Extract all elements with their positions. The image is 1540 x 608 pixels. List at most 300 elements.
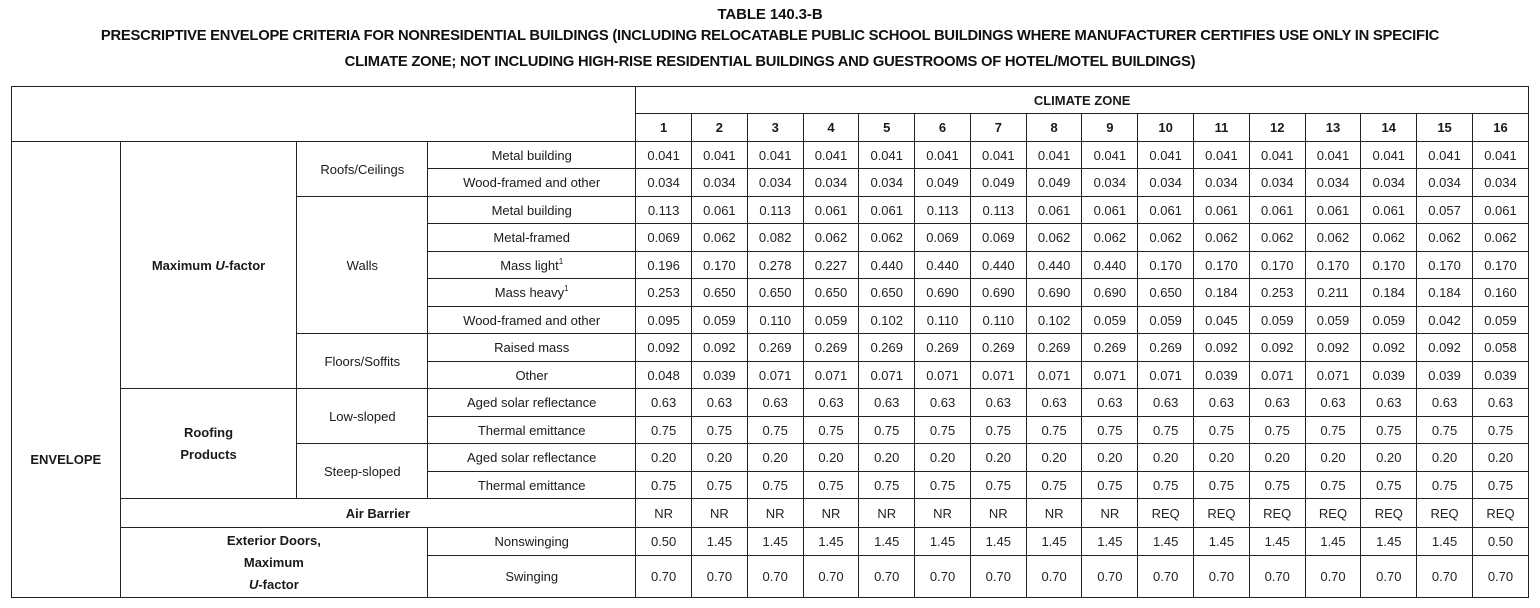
value-cell-zone-3: 0.034 (747, 169, 803, 197)
value-cell-zone-4: 0.041 (803, 142, 859, 169)
envelope-label (12, 142, 121, 598)
value-cell-zone-15: 0.170 (1417, 252, 1473, 279)
value-cell-zone-9: 0.75 (1082, 417, 1138, 444)
value-cell-zone-11: 0.061 (1194, 197, 1250, 224)
value-cell-zone-1: 0.70 (636, 556, 692, 598)
value-cell-zone-11: REQ (1194, 499, 1250, 528)
value-cell-zone-2: NR (692, 499, 748, 528)
value-cell-zone-4: 0.034 (803, 169, 859, 197)
value-cell-zone-5: 0.041 (859, 142, 915, 169)
value-cell-zone-9: 0.690 (1082, 279, 1138, 307)
value-cell-zone-6: 0.069 (915, 224, 971, 252)
climate-zone-8: 8 (1026, 114, 1082, 142)
value-cell-zone-8: 0.75 (1026, 417, 1082, 444)
value-cell-zone-6: 0.041 (915, 142, 971, 169)
value-cell-zone-9: 0.071 (1082, 362, 1138, 389)
value-cell-zone-16: 0.70 (1472, 556, 1528, 598)
value-cell-zone-7: 0.269 (970, 334, 1026, 362)
value-cell-zone-12: 0.75 (1249, 417, 1305, 444)
value-cell-zone-15: 0.75 (1417, 472, 1473, 499)
value-cell-zone-3: 0.63 (747, 389, 803, 417)
climate-zone-header: CLIMATE ZONE (636, 87, 1529, 114)
value-cell-zone-10: 0.75 (1138, 417, 1194, 444)
value-cell-zone-7: 0.113 (970, 197, 1026, 224)
value-cell-zone-12: 0.092 (1249, 334, 1305, 362)
value-cell-zone-6: 0.269 (915, 334, 971, 362)
value-cell-zone-5: 0.440 (859, 252, 915, 279)
value-cell-zone-11: 0.041 (1194, 142, 1250, 169)
value-cell-zone-2: 0.092 (692, 334, 748, 362)
envelope-text: ENVELOPE (30, 452, 102, 467)
value-cell-zone-14: 0.062 (1361, 224, 1417, 252)
value-cell-zone-10: REQ (1138, 499, 1194, 528)
value-cell-zone-6: 0.70 (915, 556, 971, 598)
value-cell-zone-8: 0.690 (1026, 279, 1082, 307)
value-cell-zone-7: 0.440 (970, 252, 1026, 279)
table-row (12, 142, 1529, 169)
doors-line2: Maximum (243, 554, 304, 570)
value-cell-zone-9: 0.034 (1082, 169, 1138, 197)
value-cell-zone-15: 0.184 (1417, 279, 1473, 307)
doors-line1: Exterior Doors, (226, 532, 321, 548)
value-cell-zone-10: 0.70 (1138, 556, 1194, 598)
value-cell-zone-4: 0.061 (803, 197, 859, 224)
value-cell-zone-5: 0.061 (859, 197, 915, 224)
value-cell-zone-11: 0.092 (1194, 334, 1250, 362)
value-cell-zone-11: 0.20 (1194, 444, 1250, 472)
climate-zone-16: 16 (1472, 114, 1528, 142)
row-label: Thermal emittance (428, 417, 636, 444)
value-cell-zone-14: 0.184 (1361, 279, 1417, 307)
low-sloped-label: Low-sloped (297, 389, 428, 444)
value-cell-zone-16: 0.039 (1472, 362, 1528, 389)
value-cell-zone-13: 0.211 (1305, 279, 1361, 307)
value-cell-zone-10: 1.45 (1138, 528, 1194, 556)
steep-sloped-label: Steep-sloped (297, 444, 428, 499)
value-cell-zone-4: 0.071 (803, 362, 859, 389)
value-cell-zone-14: 0.20 (1361, 444, 1417, 472)
value-cell-zone-5: 0.70 (859, 556, 915, 598)
max-u-prefix: Maximum (151, 257, 216, 273)
row-label: Aged solar reflectance (428, 389, 636, 417)
value-cell-zone-3: 1.45 (747, 528, 803, 556)
value-cell-zone-4: 0.75 (803, 472, 859, 499)
value-cell-zone-7: 0.041 (970, 142, 1026, 169)
roofs-ceilings-label: Roofs/Ceilings (297, 142, 428, 197)
value-cell-zone-14: 0.092 (1361, 334, 1417, 362)
value-cell-zone-9: 0.061 (1082, 197, 1138, 224)
value-cell-zone-6: 0.113 (915, 197, 971, 224)
climate-zone-6: 6 (915, 114, 971, 142)
value-cell-zone-7: 0.069 (970, 224, 1026, 252)
value-cell-zone-1: 0.75 (636, 472, 692, 499)
value-cell-zone-15: 0.057 (1417, 197, 1473, 224)
value-cell-zone-16: REQ (1472, 499, 1528, 528)
value-cell-zone-8: 0.63 (1026, 389, 1082, 417)
value-cell-zone-3: 0.75 (747, 472, 803, 499)
row-label: Raised mass (428, 334, 636, 362)
value-cell-zone-7: 1.45 (970, 528, 1026, 556)
value-cell-zone-12: 0.70 (1249, 556, 1305, 598)
value-cell-zone-13: 0.170 (1305, 252, 1361, 279)
value-cell-zone-8: 0.75 (1026, 472, 1082, 499)
table-row (12, 528, 1529, 556)
value-cell-zone-6: 0.20 (915, 444, 971, 472)
value-cell-zone-14: 0.039 (1361, 362, 1417, 389)
value-cell-zone-13: 0.20 (1305, 444, 1361, 472)
table-row (12, 389, 1529, 417)
value-cell-zone-6: 0.110 (915, 307, 971, 334)
value-cell-zone-2: 0.70 (692, 556, 748, 598)
value-cell-zone-15: 0.092 (1417, 334, 1473, 362)
value-cell-zone-10: 0.20 (1138, 444, 1194, 472)
value-cell-zone-3: 0.70 (747, 556, 803, 598)
climate-zone-14: 14 (1361, 114, 1417, 142)
value-cell-zone-12: 0.170 (1249, 252, 1305, 279)
value-cell-zone-14: 0.63 (1361, 389, 1417, 417)
value-cell-zone-3: 0.041 (747, 142, 803, 169)
value-cell-zone-9: 0.041 (1082, 142, 1138, 169)
value-cell-zone-2: 0.041 (692, 142, 748, 169)
value-cell-zone-2: 0.039 (692, 362, 748, 389)
row-label: Metal-framed (428, 224, 636, 252)
walls-label: Walls (297, 197, 428, 334)
row-label: Swinging (428, 556, 636, 598)
value-cell-zone-9: 0.440 (1082, 252, 1138, 279)
value-cell-zone-14: 0.034 (1361, 169, 1417, 197)
value-cell-zone-2: 0.061 (692, 197, 748, 224)
value-cell-zone-8: 0.041 (1026, 142, 1082, 169)
value-cell-zone-8: 0.440 (1026, 252, 1082, 279)
value-cell-zone-12: 0.059 (1249, 307, 1305, 334)
value-cell-zone-2: 0.63 (692, 389, 748, 417)
value-cell-zone-13: 0.75 (1305, 472, 1361, 499)
value-cell-zone-7: NR (970, 499, 1026, 528)
roofing-line2: Products (180, 446, 237, 462)
row-label: Other (428, 362, 636, 389)
row-label-text: Mass light (500, 257, 559, 273)
value-cell-zone-7: 0.75 (970, 417, 1026, 444)
value-cell-zone-8: 1.45 (1026, 528, 1082, 556)
value-cell-zone-6: 0.690 (915, 279, 971, 307)
value-cell-zone-16: 0.058 (1472, 334, 1528, 362)
climate-zone-5: 5 (859, 114, 915, 142)
value-cell-zone-3: 0.20 (747, 444, 803, 472)
value-cell-zone-2: 0.20 (692, 444, 748, 472)
value-cell-zone-14: 0.059 (1361, 307, 1417, 334)
climate-zone-3: 3 (747, 114, 803, 142)
value-cell-zone-1: 0.095 (636, 307, 692, 334)
value-cell-zone-16: 0.062 (1472, 224, 1528, 252)
doors-italic: U (248, 576, 259, 592)
row-label: Aged solar reflectance (428, 444, 636, 472)
value-cell-zone-13: 0.034 (1305, 169, 1361, 197)
value-cell-zone-5: 0.75 (859, 417, 915, 444)
value-cell-zone-4: 0.269 (803, 334, 859, 362)
value-cell-zone-13: REQ (1305, 499, 1361, 528)
header-blank-cell (12, 87, 636, 142)
footnote-mark: 1 (564, 284, 569, 293)
footnote-mark: 1 (558, 256, 564, 266)
value-cell-zone-13: 0.041 (1305, 142, 1361, 169)
value-cell-zone-2: 0.034 (692, 169, 748, 197)
value-cell-zone-12: 0.041 (1249, 142, 1305, 169)
value-cell-zone-11: 0.170 (1194, 252, 1250, 279)
table-caption-line1: PRESCRIPTIVE ENVELOPE CRITERIA FOR NONRESIDENTIAL BUILDINGS (INCLUDING RELOCATABLE PUBLIC SCHOOL BUILDINGS WHERE MANUFACTURER CERTIFIES USE ONLY IN SPECIFIC (100, 27, 1440, 44)
value-cell-zone-12: 0.071 (1249, 362, 1305, 389)
value-cell-zone-9: 0.70 (1082, 556, 1138, 598)
value-cell-zone-3: 0.113 (747, 197, 803, 224)
value-cell-zone-4: 0.227 (803, 252, 859, 279)
value-cell-zone-10: 0.170 (1138, 252, 1194, 279)
value-cell-zone-11: 0.63 (1194, 389, 1250, 417)
value-cell-zone-3: 0.071 (747, 362, 803, 389)
value-cell-zone-15: 0.75 (1417, 417, 1473, 444)
value-cell-zone-9: 0.63 (1082, 389, 1138, 417)
value-cell-zone-9: 0.059 (1082, 307, 1138, 334)
climate-zone-10: 10 (1138, 114, 1194, 142)
value-cell-zone-6: 0.75 (915, 417, 971, 444)
value-cell-zone-5: 0.071 (859, 362, 915, 389)
value-cell-zone-7: 0.110 (970, 307, 1026, 334)
value-cell-zone-15: 0.039 (1417, 362, 1473, 389)
value-cell-zone-7: 0.690 (970, 279, 1026, 307)
value-cell-zone-9: 0.20 (1082, 444, 1138, 472)
value-cell-zone-3: NR (747, 499, 803, 528)
value-cell-zone-11: 0.039 (1194, 362, 1250, 389)
value-cell-zone-5: 0.650 (859, 279, 915, 307)
value-cell-zone-6: 0.63 (915, 389, 971, 417)
value-cell-zone-3: 0.110 (747, 307, 803, 334)
value-cell-zone-15: 0.062 (1417, 224, 1473, 252)
value-cell-zone-16: 0.034 (1472, 169, 1528, 197)
value-cell-zone-1: 0.253 (636, 279, 692, 307)
table-row (12, 499, 1529, 528)
value-cell-zone-16: 0.061 (1472, 197, 1528, 224)
value-cell-zone-12: 0.20 (1249, 444, 1305, 472)
value-cell-zone-7: 0.70 (970, 556, 1026, 598)
value-cell-zone-3: 0.082 (747, 224, 803, 252)
value-cell-zone-11: 1.45 (1194, 528, 1250, 556)
climate-zone-4: 4 (803, 114, 859, 142)
header-row-climate (12, 87, 1529, 114)
value-cell-zone-15: 1.45 (1417, 528, 1473, 556)
value-cell-zone-6: 0.049 (915, 169, 971, 197)
value-cell-zone-2: 0.170 (692, 252, 748, 279)
table-title-block (0, 0, 1540, 74)
roofing-products-label (120, 389, 297, 499)
climate-zone-13: 13 (1305, 114, 1361, 142)
value-cell-zone-9: 0.062 (1082, 224, 1138, 252)
value-cell-zone-16: 0.20 (1472, 444, 1528, 472)
value-cell-zone-6: 1.45 (915, 528, 971, 556)
value-cell-zone-14: 0.170 (1361, 252, 1417, 279)
value-cell-zone-6: 0.75 (915, 472, 971, 499)
value-cell-zone-13: 0.75 (1305, 417, 1361, 444)
value-cell-zone-16: 0.160 (1472, 279, 1528, 307)
value-cell-zone-11: 0.75 (1194, 472, 1250, 499)
value-cell-zone-10: 0.034 (1138, 169, 1194, 197)
value-cell-zone-2: 0.059 (692, 307, 748, 334)
value-cell-zone-15: 0.042 (1417, 307, 1473, 334)
value-cell-zone-8: 0.061 (1026, 197, 1082, 224)
value-cell-zone-1: 0.196 (636, 252, 692, 279)
value-cell-zone-16: 0.75 (1472, 472, 1528, 499)
value-cell-zone-16: 0.50 (1472, 528, 1528, 556)
value-cell-zone-7: 0.63 (970, 389, 1026, 417)
value-cell-zone-4: 0.20 (803, 444, 859, 472)
value-cell-zone-15: REQ (1417, 499, 1473, 528)
value-cell-zone-16: 0.170 (1472, 252, 1528, 279)
value-cell-zone-14: 1.45 (1361, 528, 1417, 556)
climate-zone-12: 12 (1249, 114, 1305, 142)
value-cell-zone-1: 0.069 (636, 224, 692, 252)
max-u-factor-label (120, 142, 297, 389)
value-cell-zone-1: NR (636, 499, 692, 528)
value-cell-zone-8: 0.071 (1026, 362, 1082, 389)
value-cell-zone-13: 0.059 (1305, 307, 1361, 334)
value-cell-zone-15: 0.041 (1417, 142, 1473, 169)
climate-zone-1: 1 (636, 114, 692, 142)
air-barrier-label: Air Barrier (120, 499, 636, 528)
value-cell-zone-10: 0.75 (1138, 472, 1194, 499)
value-cell-zone-4: 0.059 (803, 307, 859, 334)
value-cell-zone-13: 0.062 (1305, 224, 1361, 252)
value-cell-zone-9: NR (1082, 499, 1138, 528)
row-label: Metal building (428, 142, 636, 169)
value-cell-zone-10: 0.650 (1138, 279, 1194, 307)
value-cell-zone-4: 0.650 (803, 279, 859, 307)
value-cell-zone-14: REQ (1361, 499, 1417, 528)
value-cell-zone-3: 0.278 (747, 252, 803, 279)
value-cell-zone-1: 0.113 (636, 197, 692, 224)
row-label: Wood-framed and other (428, 307, 636, 334)
value-cell-zone-5: 0.034 (859, 169, 915, 197)
value-cell-zone-14: 0.75 (1361, 472, 1417, 499)
value-cell-zone-4: NR (803, 499, 859, 528)
value-cell-zone-10: 0.061 (1138, 197, 1194, 224)
row-label-text: Mass heavy (494, 285, 565, 300)
value-cell-zone-11: 0.062 (1194, 224, 1250, 252)
value-cell-zone-15: 0.63 (1417, 389, 1473, 417)
climate-zone-9: 9 (1082, 114, 1138, 142)
climate-zone-15: 15 (1417, 114, 1473, 142)
value-cell-zone-3: 0.269 (747, 334, 803, 362)
value-cell-zone-5: 0.20 (859, 444, 915, 472)
value-cell-zone-12: REQ (1249, 499, 1305, 528)
value-cell-zone-1: 0.034 (636, 169, 692, 197)
value-cell-zone-4: 0.70 (803, 556, 859, 598)
max-u-italic: U (215, 257, 225, 273)
value-cell-zone-15: 0.20 (1417, 444, 1473, 472)
value-cell-zone-5: NR (859, 499, 915, 528)
value-cell-zone-10: 0.071 (1138, 362, 1194, 389)
value-cell-zone-16: 0.63 (1472, 389, 1528, 417)
value-cell-zone-5: 1.45 (859, 528, 915, 556)
value-cell-zone-1: 0.20 (636, 444, 692, 472)
value-cell-zone-7: 0.75 (970, 472, 1026, 499)
value-cell-zone-11: 0.184 (1194, 279, 1250, 307)
value-cell-zone-6: 0.071 (915, 362, 971, 389)
row-label: Metal building (428, 197, 636, 224)
value-cell-zone-9: 1.45 (1082, 528, 1138, 556)
value-cell-zone-12: 0.253 (1249, 279, 1305, 307)
roofing-line1: Roofing (183, 424, 234, 440)
value-cell-zone-2: 0.75 (692, 417, 748, 444)
value-cell-zone-10: 0.269 (1138, 334, 1194, 362)
value-cell-zone-11: 0.045 (1194, 307, 1250, 334)
value-cell-zone-12: 0.63 (1249, 389, 1305, 417)
value-cell-zone-11: 0.034 (1194, 169, 1250, 197)
row-label: Thermal emittance (428, 472, 636, 499)
value-cell-zone-8: NR (1026, 499, 1082, 528)
value-cell-zone-16: 0.041 (1472, 142, 1528, 169)
value-cell-zone-5: 0.63 (859, 389, 915, 417)
value-cell-zone-5: 0.062 (859, 224, 915, 252)
table-caption-line2: CLIMATE ZONE; NOT INCLUDING HIGH-RISE RESIDENTIAL BUILDINGS AND GUESTROOMS OF HOTEL/MOTEL BUILDINGS) (344, 53, 1196, 70)
value-cell-zone-10: 0.062 (1138, 224, 1194, 252)
value-cell-zone-14: 0.061 (1361, 197, 1417, 224)
max-u-suffix: -factor (224, 257, 266, 273)
value-cell-zone-8: 0.102 (1026, 307, 1082, 334)
row-label (428, 279, 636, 307)
value-cell-zone-10: 0.63 (1138, 389, 1194, 417)
value-cell-zone-14: 0.70 (1361, 556, 1417, 598)
value-cell-zone-8: 0.269 (1026, 334, 1082, 362)
value-cell-zone-1: 0.048 (636, 362, 692, 389)
value-cell-zone-11: 0.75 (1194, 417, 1250, 444)
value-cell-zone-7: 0.071 (970, 362, 1026, 389)
value-cell-zone-4: 0.062 (803, 224, 859, 252)
value-cell-zone-4: 1.45 (803, 528, 859, 556)
climate-zone-7: 7 (970, 114, 1026, 142)
value-cell-zone-12: 0.75 (1249, 472, 1305, 499)
value-cell-zone-10: 0.041 (1138, 142, 1194, 169)
value-cell-zone-1: 0.041 (636, 142, 692, 169)
value-cell-zone-13: 0.70 (1305, 556, 1361, 598)
value-cell-zone-11: 0.70 (1194, 556, 1250, 598)
value-cell-zone-9: 0.75 (1082, 472, 1138, 499)
value-cell-zone-7: 0.049 (970, 169, 1026, 197)
value-cell-zone-15: 0.034 (1417, 169, 1473, 197)
table-number: TABLE 140.3-B (717, 6, 823, 23)
envelope-criteria-table (11, 86, 1529, 598)
value-cell-zone-5: 0.75 (859, 472, 915, 499)
value-cell-zone-13: 0.071 (1305, 362, 1361, 389)
value-cell-zone-1: 0.50 (636, 528, 692, 556)
value-cell-zone-12: 0.062 (1249, 224, 1305, 252)
value-cell-zone-2: 0.75 (692, 472, 748, 499)
value-cell-zone-13: 0.061 (1305, 197, 1361, 224)
value-cell-zone-4: 0.63 (803, 389, 859, 417)
value-cell-zone-12: 0.034 (1249, 169, 1305, 197)
value-cell-zone-8: 0.062 (1026, 224, 1082, 252)
value-cell-zone-5: 0.269 (859, 334, 915, 362)
value-cell-zone-13: 1.45 (1305, 528, 1361, 556)
value-cell-zone-5: 0.102 (859, 307, 915, 334)
value-cell-zone-13: 0.63 (1305, 389, 1361, 417)
floors-soffits-label: Floors/Soffits (297, 334, 428, 389)
value-cell-zone-2: 0.062 (692, 224, 748, 252)
value-cell-zone-2: 1.45 (692, 528, 748, 556)
value-cell-zone-14: 0.041 (1361, 142, 1417, 169)
row-label: Nonswinging (428, 528, 636, 556)
value-cell-zone-1: 0.63 (636, 389, 692, 417)
value-cell-zone-12: 0.061 (1249, 197, 1305, 224)
value-cell-zone-16: 0.75 (1472, 417, 1528, 444)
value-cell-zone-8: 0.70 (1026, 556, 1082, 598)
exterior-doors-label (120, 528, 428, 598)
